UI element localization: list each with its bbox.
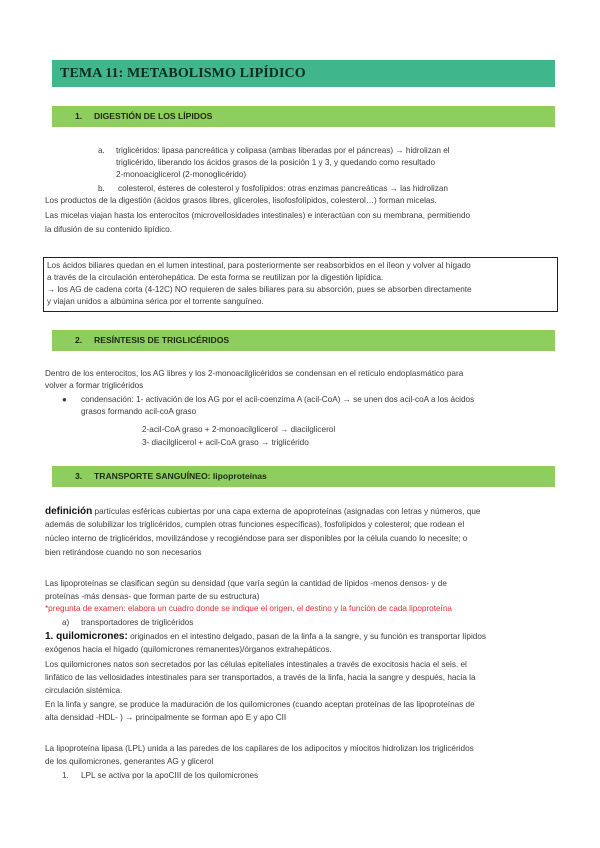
section-header-transport xyxy=(52,466,555,487)
title-banner xyxy=(52,60,555,87)
list-item-text: triglicérido, liberando los ácidos grasos de la posición 1 y 3, y quedando como resultado xyxy=(116,158,436,167)
paragraph-line: volver a formar triglicéridos xyxy=(45,381,144,390)
paragraph-line: En la linfa y sangre, se produce la maduración de los quilomicrones (cuando aceptan proteínas de las lipoproteínas de xyxy=(45,700,475,709)
note-line: → los AG de cadena corta (4-12C) NO requieren de sales biliares para su absorción, pues se absorben directamente xyxy=(47,285,472,294)
list-item-text: 2-monoaciglicerol (2-monoglicérido) xyxy=(116,170,247,179)
exam-note: *pregunta de examen: elabora un cuadro donde se indique el origen, el destino y la función de cada lipoproteína xyxy=(45,604,452,613)
definition-label: definición xyxy=(45,506,93,517)
list-item-text: 2-acil-CoA graso + 2-monoacilglicerol → diacilglicerol xyxy=(142,425,336,434)
paragraph-line: Dentro de los enterocitos, los AG libres y los 2-monoacilglicéridos se condensan en el retículo endoplasmático para xyxy=(45,369,464,378)
section-header-resynthesis xyxy=(52,330,555,351)
chylomicron-text: originados en el intestino delgado, pasan de la linfa a la sangre, y su función es transportar lípidos xyxy=(127,632,486,641)
note-line: y viajan unidos a albúmina sérica por el torrente sanguíneo. xyxy=(47,297,264,306)
list-marker: a) xyxy=(62,618,70,627)
section-header-digestion xyxy=(52,106,555,127)
list-item-text: LPL se activa por la apoCIII de los quilomicrones xyxy=(81,771,259,780)
chylomicron-line xyxy=(45,630,486,644)
paragraph-line: exógenos hacia el hígado (quilomicrones remanentes)/órganos extrahepáticos. xyxy=(45,645,332,654)
list-marker: a. xyxy=(98,146,105,155)
list-item-text: condensación: 1- activación de los AG por el acil-coenzima A (acil-CoA) → se unen dos acil-coA a los ácidos xyxy=(81,395,475,404)
list-item-text: transportadores de triglicéridos xyxy=(81,618,194,627)
definition-text: partículas esféricas cubiertas por una capa externa de apoproteínas (asignadas con letras y números, que xyxy=(92,507,481,516)
section-number: 3. xyxy=(75,471,83,482)
bullet-dot: ● xyxy=(62,395,67,404)
section-title: TRANSPORTE SANGUÍNEO: lipoproteínas xyxy=(94,471,267,482)
section-title: RESÍNTESIS DE TRIGLICÉRIDOS xyxy=(94,335,230,346)
page-title: TEMA 11: METABOLISMO LIPÍDICO xyxy=(60,65,306,81)
paragraph-line: Las micelas viajan hasta los enterocitos (microvellosidades intestinales) e interactúan con su membrana, permitiendo xyxy=(45,211,471,220)
note-line: a través de la circulación enterohepática. De esta forma se reutilizan por la digestión lipídica. xyxy=(47,273,384,282)
paragraph-line: proteínas -más densas- que forman parte de su estructura) xyxy=(45,592,260,601)
list-marker: b. xyxy=(98,184,105,193)
paragraph-line: Los quilomicrones natos son secretados por las células epiteliales intestinales a través de exocitosis hacia el seis. el xyxy=(45,660,467,669)
paragraph-line: además de solubilizar los triglicéridos, cumplen otras funciones específicas), fosfolípidos y colesterol; que rodean el xyxy=(45,520,465,529)
list-item-text: colesterol, ésteres de colesterol y fosfolípidos: otras enzimas pancreáticas → las hidrolizan xyxy=(118,184,448,193)
list-item-text: 3- diacilglicerol + acil-CoA graso → triglicérido xyxy=(142,438,309,447)
paragraph-line: de los quilomicrones, generantes AG y glicerol xyxy=(45,757,214,766)
paragraph-line: La lipoproteína lipasa (LPL) unida a las paredes de los capilares de los adipocitos y miocitos hidrolizan los triglicéridos xyxy=(45,744,474,753)
definition-line xyxy=(45,505,480,519)
list-marker: 1. xyxy=(62,771,69,780)
section-title: DIGESTIÓN DE LOS LÍPIDOS xyxy=(94,111,213,122)
paragraph-line: alta densidad -HDL- ) → principalmente se forman apo E y apo CII xyxy=(45,713,287,722)
paragraph-line: bien retirándose cuando no son necesarios xyxy=(45,548,202,557)
paragraph-line: la difusión de su contenido lipídico. xyxy=(45,225,172,234)
paragraph-line: núcleo interno de triglicéridos, movilizándose y recogiéndose para ser disponibles por la célula cuando lo necesite; o xyxy=(45,534,468,543)
paragraph-line: Los productos de la digestión (ácidos grasos libres, gliceroles, lisofosfolípidos, colesterol…) forman micelas. xyxy=(45,196,437,205)
paragraph-line: Las lipoproteínas se clasifican según su densidad (que varía según la cantidad de lípidos -menos densos- y de xyxy=(45,579,447,588)
paragraph-line: circulación sistémica. xyxy=(45,686,123,695)
chylomicron-label: 1. quilomicrones: xyxy=(45,631,128,642)
section-number: 2. xyxy=(75,335,83,346)
note-line: Los ácidos biliares quedan en el lumen intestinal, para posteriormente ser reabsorbidos en el íleon y volver al hígado xyxy=(47,261,471,270)
section-number: 1. xyxy=(75,111,83,122)
list-item-text: grasos formando acil-coA graso xyxy=(81,407,197,416)
paragraph-line: linfático de las vellosidades intestinales para ser transportados, a través de la linfa, hacia la sangre y después, hacia la xyxy=(45,673,476,682)
list-item-text: triglicéridos: lipasa pancreática y colipasa (ambas liberadas por el páncreas) → hidrolizan el xyxy=(116,146,450,155)
